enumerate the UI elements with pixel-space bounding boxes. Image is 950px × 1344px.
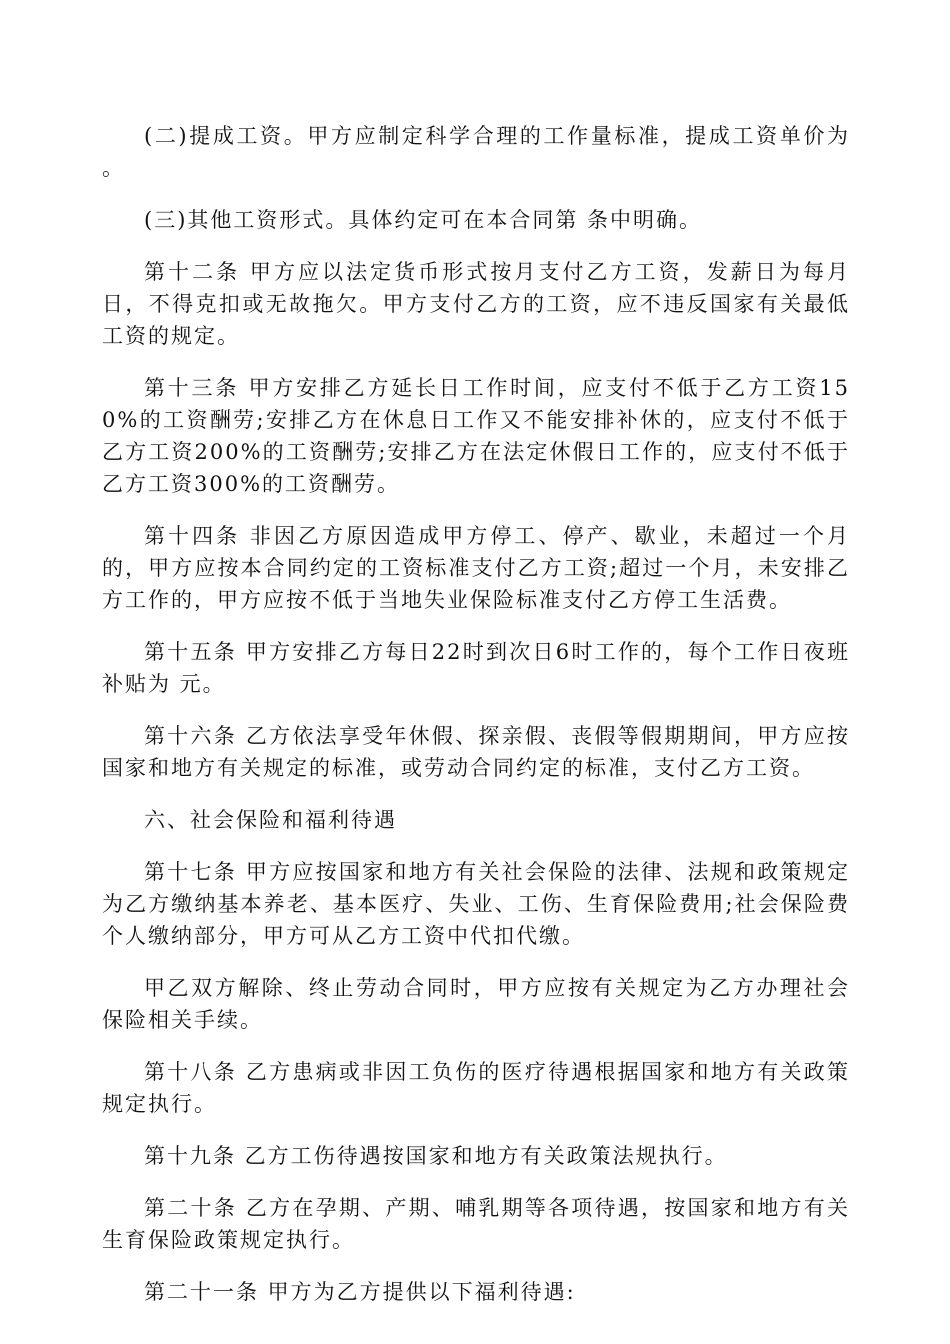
- paragraph-other-wage-forms: (三)其他工资形式。具体约定可在本合同第 条中明确。: [144, 208, 703, 232]
- paragraph-article-17: 第十七条 甲方应按国家和地方有关社会保险的法律、法规和政策规定为乙方缴纳基本养老、基本医疗、失业、工伤、生育保险费用;社会保险费个人缴纳部分，甲方可从乙方工资中代扣代缴。: [102, 860, 850, 948]
- paragraph-article-14: 第十四条 非因乙方原因造成甲方停工、停产、歇业，未超过一个月的，甲方应按本合同约定的工资标准支付乙方工资;超过一个月，未安排乙方工作的，甲方应按不低于当地失业保险标准支付乙方停工生活费。: [102, 524, 850, 612]
- paragraph-article-21: 第二十一条 甲方为乙方提供以下福利待遇:: [144, 1280, 576, 1304]
- paragraph-article-12: 第十二条 甲方应以法定货币形式按月支付乙方工资，发薪日为每月 日，不得克扣或无故拖欠。甲方支付乙方的工资，应不违反国家有关最低工资的规定。: [102, 260, 850, 348]
- section-heading-social-insurance: 六、社会保险和福利待遇: [144, 808, 397, 832]
- paragraph-commission-wage: (二)提成工资。甲方应制定科学合理的工作量标准，提成工资单价为 。: [102, 124, 850, 180]
- paragraph-termination-insurance: 甲乙双方解除、终止劳动合同时，甲方应按有关规定为乙方办理社会保险相关手续。: [102, 976, 850, 1032]
- paragraph-article-19: 第十九条 乙方工伤待遇按国家和地方有关政策法规执行。: [144, 1144, 728, 1168]
- document-body: [102, 120, 850, 1328]
- paragraph-article-18: 第十八条 乙方患病或非因工负伤的医疗待遇根据国家和地方有关政策规定执行。: [102, 1060, 850, 1116]
- paragraph-article-16: 第十六条 乙方依法享受年休假、探亲假、丧假等假期期间，甲方应按国家和地方有关规定的标准，或劳动合同约定的标准，支付乙方工资。: [102, 724, 850, 780]
- paragraph-article-15: 第十五条 甲方安排乙方每日22时到次日6时工作的，每个工作日夜班补贴为 元。: [102, 640, 850, 696]
- paragraph-article-20: 第二十条 乙方在孕期、产期、哺乳期等各项待遇，按国家和地方有关生育保险政策规定执行。: [102, 1196, 850, 1252]
- paragraph-article-13: 第十三条 甲方安排乙方延长日工作时间，应支付不低于乙方工资150%的工资酬劳;安排乙方在休息日工作又不能安排补休的，应支付不低于乙方工资200%的工资酬劳;安排乙方在法定休假日工作的，应支付不低于乙方工资300%的工资酬劳。: [102, 376, 850, 496]
